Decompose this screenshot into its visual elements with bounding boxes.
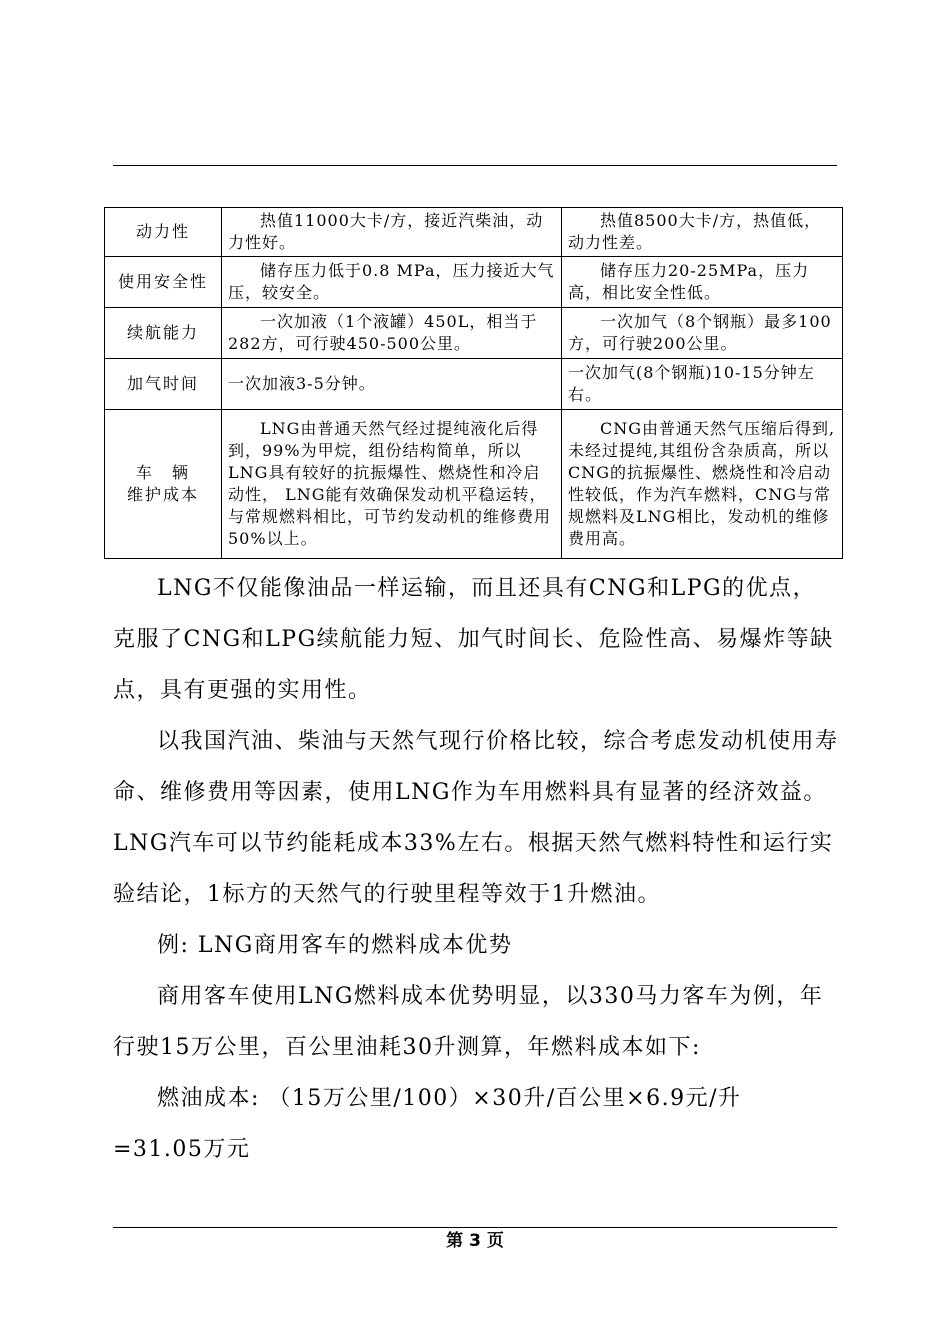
cng-cell-power: 热值8500大卡/方，热值低，动力性差。: [562, 208, 843, 257]
row-header-safety: 使用安全性: [105, 257, 222, 308]
paragraph-economic-benefit: 以我国汽油、柴油与天然气现行价格比较，综合考虑发动机使用寿命、维修费用等因素，使用LNG作为车用燃料具有显著的经济效益。LNG汽车可以节约能耗成本33%左右。根据天然气燃料特性和运行实验结论，1标方的天然气的行驶里程等效于1升燃油。: [113, 729, 839, 907]
lng-cell-maintenance: LNG由普通天然气经过提纯液化后得到，99%为甲烷，组份结构简单，所以LNG具有较好的抗振爆性、燃烧性和冷启动性， LNG能有效确保发动机平稳运转，与常规燃料相比，可节约发动机的维修费用50%以上。: [222, 410, 562, 559]
page-number: 第 3 页: [446, 1231, 504, 1251]
row-header-maintenance: 车 辆 维护成本: [105, 410, 222, 559]
comparison-table: [104, 207, 843, 559]
lng-cell-power: 热值11000大卡/方，接近汽柴油，动力性好。: [222, 208, 562, 257]
row-header-range: 续航能力: [105, 308, 222, 359]
table-row: [105, 410, 843, 559]
table-row: [105, 308, 843, 359]
row-header-refuel-time: 加气时间: [105, 359, 222, 410]
row-header-power: 动力性: [105, 208, 222, 257]
table-row: [105, 359, 843, 410]
cng-cell-refuel-time: 一次加气(8个钢瓶)10-15分钟左右。: [562, 359, 843, 410]
header-rule: [113, 165, 837, 166]
paragraph-fuel-cost-result: =31.05万元: [113, 1137, 251, 1162]
paragraph-example-title: 例: LNG商用客车的燃料成本优势: [157, 933, 513, 958]
footer-rule: [113, 1227, 837, 1228]
paragraph-bus-example: 商用客车使用LNG燃料成本优势明显，以330马力客车为例，年行驶15万公里，百公里油耗30升测算，年燃料成本如下:: [113, 984, 824, 1060]
table-row: [105, 208, 843, 257]
cng-cell-range: 一次加气（8个钢瓶）最多100方，可行驶200公里。: [562, 308, 843, 359]
table-row: [105, 257, 843, 308]
lng-cell-range: 一次加液（1个液罐）450L，相当于282方，可行驶450-500公里。: [222, 308, 562, 359]
cng-cell-safety: 储存压力20-25MPa，压力高，相比安全性低。: [562, 257, 843, 308]
body-text: [113, 563, 839, 1175]
paragraph-lng-advantages: LNG不仅能像油品一样运输，而且还具有CNG和LPG的优点，克服了CNG和LPG续航能力短、加气时间长、危险性高、易爆炸等缺点，具有更强的实用性。: [113, 576, 834, 703]
cng-cell-maintenance: CNG由普通天然气压缩后得到,未经过提纯,其组份含杂质高，所以CNG的抗振爆性、燃烧性和冷启动性较低，作为汽车燃料，CNG与常规燃料及LNG相比，发动机的维修费用高。: [562, 410, 843, 559]
lng-cell-safety: 储存压力低于0.8 MPa，压力接近大气压，较安全。: [222, 257, 562, 308]
lng-cell-refuel-time: 一次加液3-5分钟。: [222, 359, 562, 410]
paragraph-fuel-cost-formula: 燃油成本: （15万公里/100）×30升/百公里×6.9元/升: [157, 1086, 742, 1111]
